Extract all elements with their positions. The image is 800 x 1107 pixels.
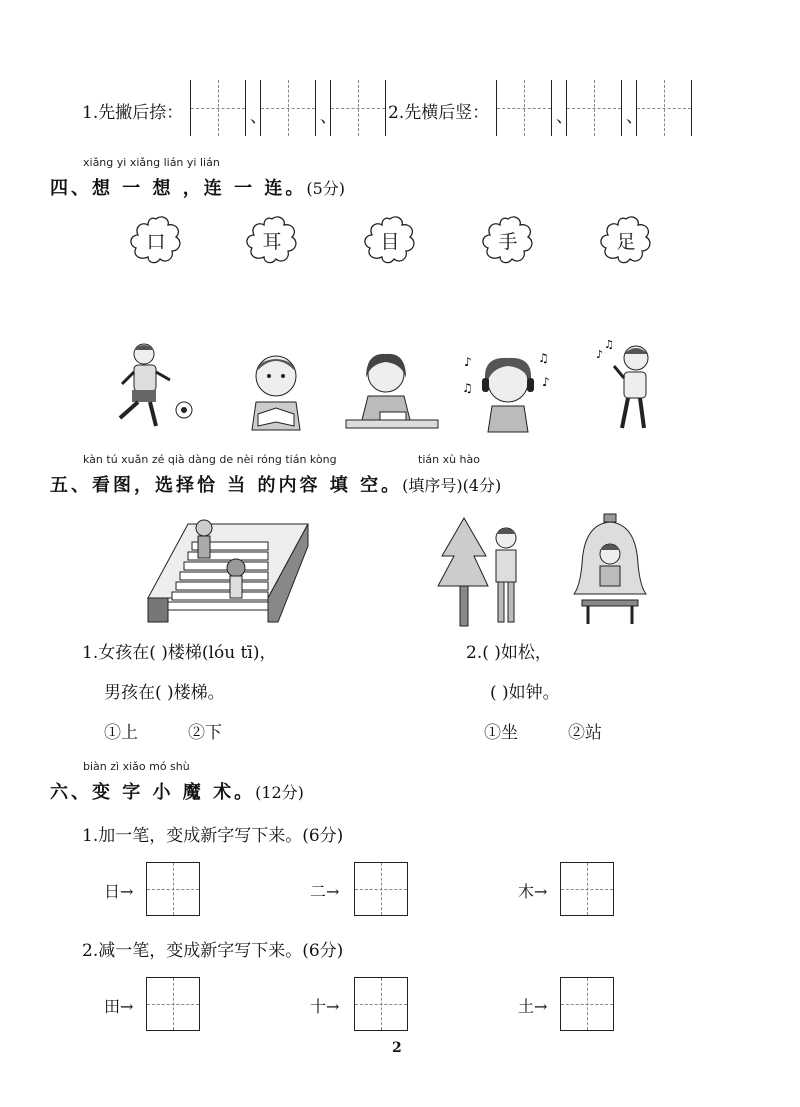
flower-char-4[interactable]: 手 [480,215,536,265]
writing-box[interactable] [190,80,246,136]
q1-line-2: 男孩在( )楼梯。 [104,683,225,703]
flower-char-1[interactable]: 口 [128,215,184,265]
q1-option-1: ①上 [104,723,138,743]
svg-text:♪: ♪ [542,375,550,389]
section4-pinyin: xiǎng yi xiǎng lián yi lián [83,156,220,169]
answer-box[interactable] [560,862,614,916]
remove-stroke-char-2: 十→ [310,997,340,1016]
answer-box[interactable] [354,862,408,916]
pine-tree-boy-picture[interactable] [436,516,526,628]
section6-title: 六、变 字 小 魔 术。(12分) [50,782,304,803]
separator: 、 [626,107,643,127]
boy-reading-picture[interactable] [234,352,324,432]
writing-box[interactable] [566,80,622,136]
answer-box[interactable] [560,977,614,1031]
stairs-picture[interactable] [148,516,308,622]
flower-char-2[interactable]: 耳 [244,215,300,265]
bell-boy-sitting-picture[interactable] [572,514,648,626]
q2-option-1: ①坐 [484,723,518,743]
stroke-item-2-label: 2.先横后竖： [388,103,490,123]
q1-option-2: ②下 [188,723,222,743]
flower-char-5[interactable]: 足 [598,215,654,265]
svg-text:♫: ♫ [538,351,549,365]
writing-box[interactable] [636,80,692,136]
remove-stroke-char-3: 土→ [518,997,548,1016]
boy-singing-picture[interactable] [594,340,662,432]
section6-pinyin: biàn zì xiǎo mó shù [83,760,190,773]
separator: 、 [320,107,337,127]
remove-stroke-instruction: 2.减一笔，变成新字写下来。(6分) [82,941,344,961]
boy-kicking-ball-picture[interactable] [108,340,198,432]
answer-box[interactable] [146,977,200,1031]
girl-listening-music-picture[interactable] [462,352,552,434]
add-stroke-instruction: 1.加一笔，变成新字写下来。(6分) [82,826,344,846]
add-stroke-char-2: 二→ [310,882,340,901]
remove-stroke-char-1: 田→ [104,997,134,1016]
answer-box[interactable] [354,977,408,1031]
q1-line-1: 1.女孩在( )楼梯(lóu tī)， [82,643,277,663]
section5-pinyin: kàn tú xuǎn zé qià dàng de nèi róng tián kòng [83,453,337,466]
stroke-item-1-label: 1.先撇后捺： [82,103,184,123]
section4-title: 四、想 一 想 ，连 一 连。(5分) [50,178,346,199]
separator: 、 [556,107,573,127]
svg-text:♫: ♫ [462,381,473,395]
writing-box[interactable] [330,80,386,136]
answer-box[interactable] [146,862,200,916]
writing-box[interactable] [260,80,316,136]
girl-writing-picture[interactable] [346,350,438,432]
q2-line-2: ( )如钟。 [490,683,560,703]
section5-title: 五、看图，选择恰 当 的内容 填 空。(填序号)(4分) [50,475,502,496]
svg-text:♪: ♪ [464,355,472,369]
add-stroke-char-1: 日→ [104,882,134,901]
q2-option-2: ②站 [568,723,602,743]
page-number: 2 [392,1040,402,1056]
q2-line-1: 2.( )如松， [466,643,552,663]
section5-pinyin-b: tián xù hào [418,453,480,466]
separator: 、 [250,107,267,127]
flower-char-3[interactable]: 目 [362,215,418,265]
svg-text:♫: ♫ [604,338,614,351]
add-stroke-char-3: 木→ [518,882,548,901]
svg-text:♪: ♪ [596,348,604,361]
writing-box[interactable] [496,80,552,136]
